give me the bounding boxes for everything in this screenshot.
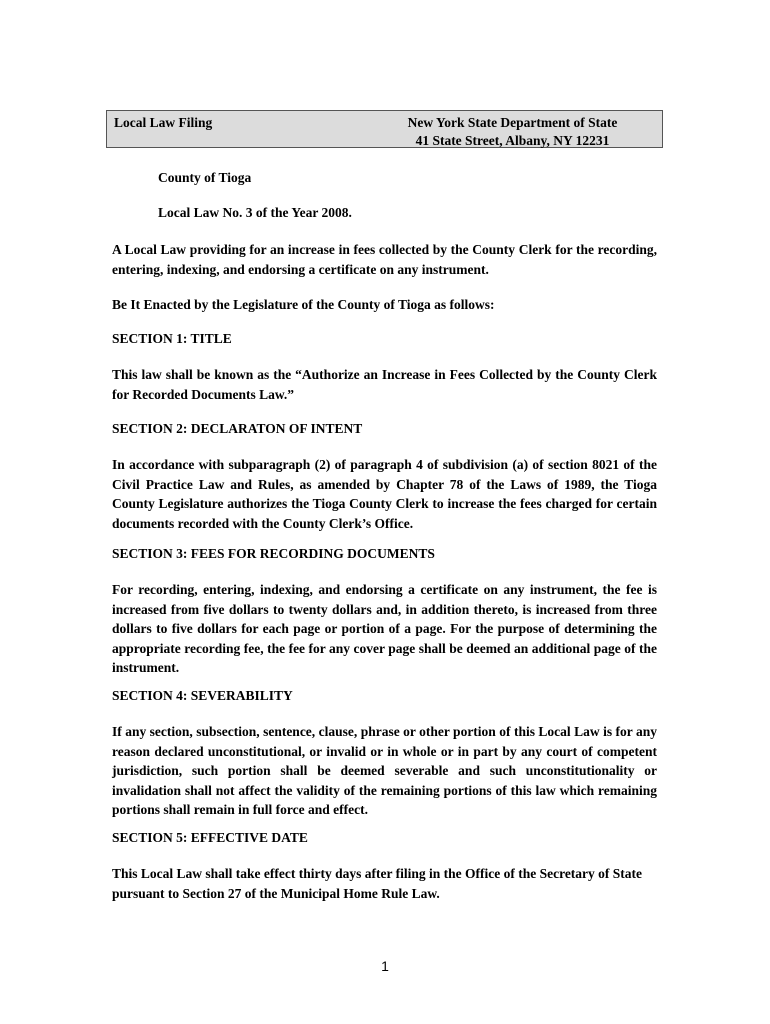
page-number: 1 [381, 958, 389, 974]
section-5-heading: SECTION 5: EFFECTIVE DATE [112, 830, 308, 845]
section-5-body: This Local Law shall take effect thirty days after filing in the Office of the Secretary of State pursuant to Section 27 of the Municipal Home Rule Law. [112, 866, 643, 901]
section-1-heading: SECTION 1: TITLE [112, 331, 232, 346]
section-2-body: In accordance with subparagraph (2) of paragraph 4 of subdivision (a) of section 8021 of the Civil Practice Law and Rules, as amended by Chapter 78 of the Laws of 1989, the Tioga County Legislature authorizes the Tioga County Clerk to increase the fees charged for certain documents recorded with the County Clerk’s Office. [112, 457, 657, 531]
section-2-heading: SECTION 2: DECLARATON OF INTENT [112, 421, 363, 436]
section-4-heading: SECTION 4: SEVERABILITY [112, 688, 293, 703]
filing-label: Local Law Filing [114, 115, 213, 130]
law-summary: A Local Law providing for an increase in fees collected by the County Clerk for the recording, entering, indexing, and endorsing a certificate on any instrument. [112, 242, 657, 277]
filing-header [106, 110, 663, 148]
law-number: Local Law No. 3 of the Year 2008. [158, 205, 352, 220]
agency-name: New York State Department of State [407, 115, 618, 130]
agency-address: 41 State Street, Albany, NY 12231 [415, 133, 610, 148]
section-3-heading: SECTION 3: FEES FOR RECORDING DOCUMENTS [112, 546, 435, 561]
section-3-body: For recording, entering, indexing, and endorsing a certificate on any instrument, the fee is increased from five dollars to twenty dollars and, in addition thereto, is increased from three dollars to five dollars for each page or portion of a page. For the purpose of determining the appropriate recording fee, the fee for any cover page shall be deemed an additional page of the instrument. [112, 582, 657, 675]
section-1-body: This law shall be known as the “Authorize an Increase in Fees Collected by the County Clerk for Recorded Documents Law.” [112, 367, 657, 402]
enacting-clause: Be It Enacted by the Legislature of the County of Tioga as follows: [112, 297, 495, 312]
county-name: County of Tioga [158, 170, 252, 185]
section-4-body: If any section, subsection, sentence, clause, phrase or other portion of this Local Law is for any reason declared unconstitutional, or invalid or in whole or in part by any court of competent jurisdiction, such portion shall be deemed severable and such unconstitutionality or invalidation shall not affect the validity of the remaining portions of this law which remaining portions shall remain in full force and effect. [112, 724, 657, 817]
agency-block [385, 114, 640, 150]
